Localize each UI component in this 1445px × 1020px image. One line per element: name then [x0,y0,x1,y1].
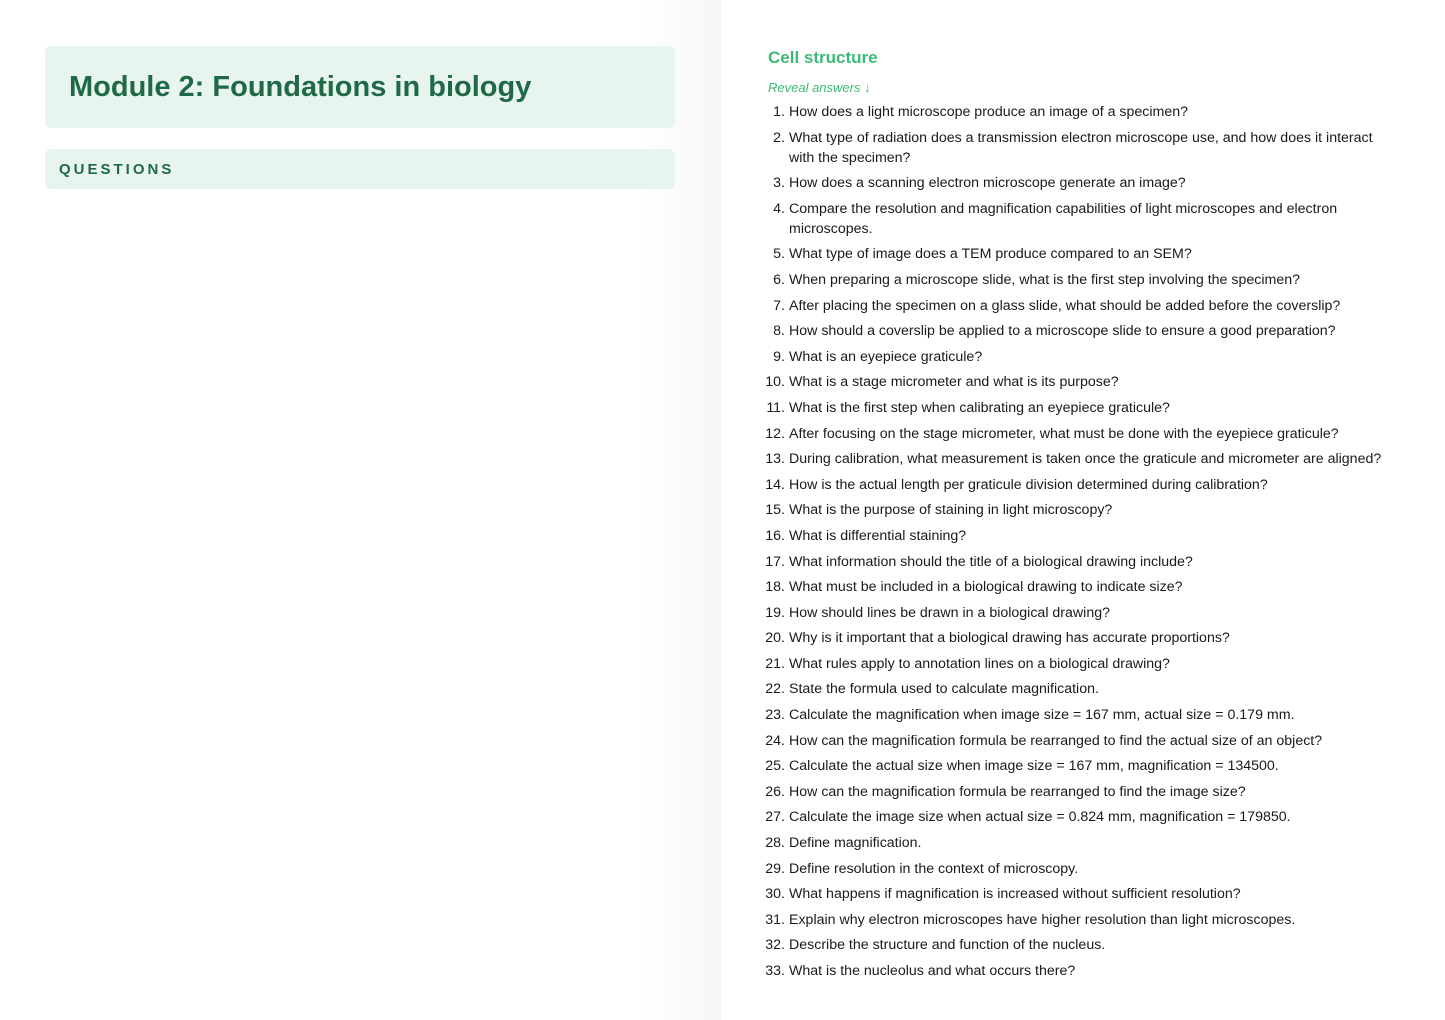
question-number: 18. [765,579,785,596]
question-text: When preparing a microscope slide, what is the first step involving the specimen? [789,271,1300,288]
question-text: What rules apply to annotation lines on a biological drawing? [789,655,1170,672]
question-number: 15. [765,502,785,519]
question-item [765,679,1398,699]
question-number: 14. [765,476,785,493]
question-number: 22. [765,681,785,698]
question-item [765,372,1398,392]
right-pane [721,0,1445,1020]
question-number: 13. [765,451,785,468]
question-text: During calibration, what measurement is taken once the graticule and micrometer are aligned? [789,451,1382,468]
question-text: Describe the structure and function of the nucleus. [789,937,1106,954]
question-item [768,398,1398,418]
question-text: What happens if magnification is increased without sufficient resolution? [789,886,1241,903]
question-number: 6. [773,271,785,288]
question-number: 3. [773,175,785,192]
question-number: 28. [765,835,785,852]
question-text: What is the nucleolus and what occurs there? [789,963,1076,979]
question-number: 31. [765,911,785,928]
question-number: 24. [765,732,785,749]
question-item [768,296,1398,316]
questions-section-header[interactable] [45,149,675,189]
question-item [765,935,1398,955]
topic-title: Cell structure [768,48,878,67]
question-item [768,173,1398,193]
question-number: 17. [765,553,785,570]
question-item [768,199,1398,239]
question-text: What is a stage micrometer and what is its purpose? [789,374,1119,391]
question-number: 20. [765,630,785,647]
question-item [765,654,1398,674]
question-item [765,424,1398,444]
question-item [765,756,1398,776]
question-item [765,833,1398,853]
question-text: What is the first step when calibrating an eyepiece graticule? [789,399,1170,416]
question-text: What is the purpose of staining in light microscopy? [789,502,1113,519]
question-text: After focusing on the stage micrometer, what must be done with the eyepiece graticule? [789,425,1339,442]
left-pane [0,0,721,1020]
question-item [765,782,1398,802]
question-item [765,526,1398,546]
question-item [768,347,1398,367]
question-item [765,961,1398,981]
question-item [765,705,1398,725]
question-number: 30. [765,886,785,903]
question-number: 27. [765,809,785,826]
question-text: Explain why electron microscopes have higher resolution than light microscopes. [789,911,1296,928]
question-number: 29. [765,860,785,877]
question-text: What is differential staining? [789,527,967,544]
question-number: 1. [773,104,785,120]
question-number: 32. [765,937,785,954]
module-title-panel [45,46,675,128]
question-number: 9. [773,348,785,365]
question-item [765,859,1398,879]
question-number: 11. [766,399,785,416]
question-number: 4. [773,200,785,217]
question-text: How can the magnification formula be rearranged to find the image size? [789,783,1246,800]
question-number: 21. [765,655,785,672]
question-text: Calculate the image size when actual size = 0.824 mm, magnification = 179850. [789,809,1291,826]
question-text: What type of image does a TEM produce compared to an SEM? [789,246,1192,263]
question-text: What is an eyepiece graticule? [789,348,983,365]
question-number: 23. [765,707,785,724]
question-number: 8. [773,323,785,340]
question-item [765,884,1398,904]
question-text: How does a scanning electron microscope generate an image? [789,175,1186,192]
question-item [765,807,1398,827]
module-title: Module 2: Foundations in biology [69,70,532,103]
question-number: 16. [765,527,785,544]
questions-section-label: QUESTIONS [59,160,175,178]
reveal-answers-link[interactable]: Reveal answers ↓ [768,80,871,95]
question-number: 10. [765,374,785,391]
question-text: State the formula used to calculate magnification. [789,681,1099,698]
question-text: Calculate the magnification when image size = 167 mm, actual size = 0.179 mm. [789,707,1295,724]
question-text: Compare the resolution and magnification capabilities of light microscopes and electron microscopes. [789,200,1338,237]
question-item [765,577,1398,597]
question-item [765,552,1398,572]
question-text: What type of radiation does a transmission electron microscope use, and how does it interact with the specimen? [789,129,1373,166]
question-number: 19. [765,604,785,621]
question-text: Define resolution in the context of microscopy. [789,860,1079,877]
question-text: Calculate the actual size when image size = 167 mm, magnification = 134500. [789,758,1279,775]
question-item [765,603,1398,623]
question-number: 5. [773,246,785,263]
question-number: 25. [765,758,785,775]
question-item [765,628,1398,648]
question-text: After placing the specimen on a glass slide, what should be added before the coverslip? [789,297,1341,314]
question-number: 33. [765,963,785,979]
question-item [768,270,1398,290]
question-number: 26. [765,783,785,800]
question-text: Define magnification. [789,835,922,852]
question-text: How should a coverslip be applied to a microscope slide to ensure a good preparation? [789,323,1336,340]
question-item [768,321,1398,341]
question-number: 7. [773,297,785,314]
question-text: How is the actual length per graticule division determined during calibration? [789,476,1268,493]
question-text: How does a light microscope produce an image of a specimen? [789,104,1189,120]
question-list [765,102,1445,981]
question-item [765,449,1398,469]
question-item [768,128,1398,168]
question-number: 12. [765,425,785,442]
question-text: Why is it important that a biological drawing has accurate proportions? [789,630,1230,647]
question-text: How should lines be drawn in a biological drawing? [789,604,1110,621]
question-item [765,731,1398,751]
question-item [768,102,1398,122]
question-text: What information should the title of a biological drawing include? [789,553,1193,570]
question-item [765,910,1398,930]
question-item [765,500,1398,520]
question-text: What must be included in a biological drawing to indicate size? [789,579,1183,596]
question-text: How can the magnification formula be rearranged to find the actual size of an object? [789,732,1323,749]
question-item [768,244,1398,264]
question-number: 2. [773,129,785,146]
question-item [765,475,1398,495]
